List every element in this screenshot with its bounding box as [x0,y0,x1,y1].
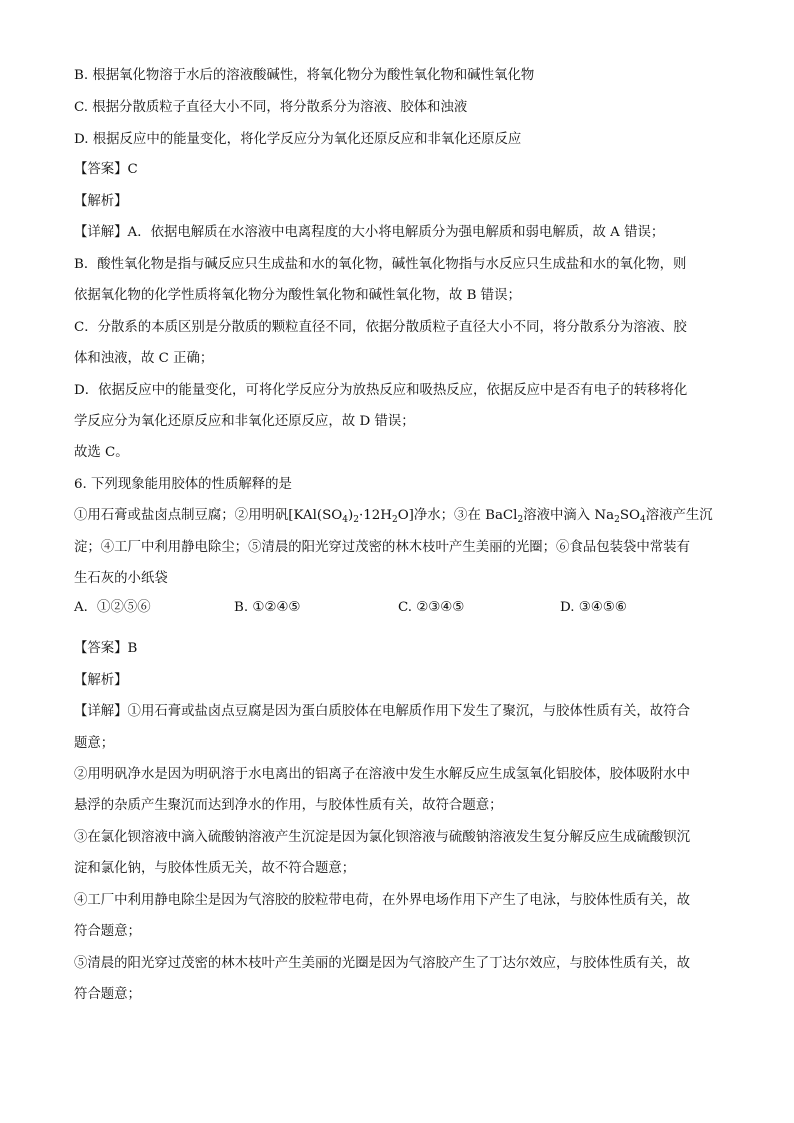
q6-description-line-3: 生石灰的小纸袋 [74,571,168,586]
q5-answer: 【答案】C [74,162,138,177]
q6-detail-line: 符合题意； [74,987,141,1002]
q6-detail-line: 【详解】①用石膏或盐卤点豆腐是因为蛋白质胶体在电解质作用下发生了聚沉，与胶体性质有关，故符合 [74,704,690,719]
q6-detail-line: 悬浮的杂质产生聚沉而达到净水的作用，与胶体性质有关，故符合题意； [74,798,503,813]
q5-detail-line: 故选 C。 [74,445,129,460]
prev-option-b: B. 根据氧化物溶于水后的溶液酸碱性，将氧化物分为酸性氧化物和碱性氧化物 [74,68,535,83]
q5-detail-line: 依据氧化物的化学性质将氧化物分为酸性氧化物和碱性氧化物，故 B 错误； [74,288,521,303]
prev-option-d: D. 根据反应中的能量变化，将化学反应分为氧化还原反应和非氧化还原反应 [74,132,522,147]
q6-option-c: C. ②③④⑤ [398,600,465,615]
q5-detail-line: 学反应分为氧化还原反应和非氧化还原反应，故 D 错误； [74,414,415,429]
q6-option-a: A．①②⑤⑥ [74,600,151,615]
q6-analysis-label: 【解析】 [74,673,128,688]
q6-option-d: D. ③④⑤⑥ [560,600,627,615]
q5-detail-line: C．分散系的本质区别是分散质的颗粒直径不同，依据分散质粒子直径大小不同，将分散系分为溶液、胶 [74,320,687,335]
q6-answer: 【答案】B [74,641,138,656]
q6-detail-line: 题意； [74,736,115,751]
q6-detail-line: ③在氯化钡溶液中滴入硫酸钠溶液产生沉淀是因为氯化钡溶液与硫酸钠溶液发生复分解反应生成硫酸钡沉 [74,830,690,845]
q5-detail-line: 【详解】A．依据电解质在水溶液中电离程度的大小将电解质分为强电解质和弱电解质，故 A 错误； [74,225,665,240]
q6-option-b: B. ①②④⑤ [234,600,301,615]
q6-detail-line: 符合题意； [74,924,141,939]
q6-stem: 6. 下列现象能用胶体的性质解释的是 [74,477,292,492]
q6-detail-line: 淀和氯化钠，与胶体性质无关，故不符合题意； [74,861,356,876]
q6-detail-line: ⑤清晨的阳光穿过茂密的林木枝叶产生美丽的光圈是因为气溶胶产生了丁达尔效应，与胶体性质有关，故 [74,956,690,971]
q5-detail-line: D．依据反应中的能量变化，可将化学反应分为放热反应和吸热反应，依据反应中是否有电子的转移将化 [74,383,688,398]
q5-detail-line: B．酸性氧化物是指与碱反应只生成盐和水的氧化物，碱性氧化物指与水反应只生成盐和水的氧化物，则 [74,257,687,272]
q6-detail-line: ④工厂中利用静电除尘是因为气溶胶的胶粒带电荷，在外界电场作用下产生了电泳，与胶体性质有关，故 [74,893,690,908]
q6-detail-line: ②用明矾净水是因为明矾溶于水电离出的铝离子在溶液中发生水解反应生成氢氧化铝胶体，胶体吸附水中 [74,767,690,782]
q6-description-line-2: 淀；④工厂中利用静电除尘；⑤清晨的阳光穿过茂密的林木枝叶产生美丽的光圈；⑥食品包装袋中常装有 [74,540,690,555]
prev-option-c: C. 根据分散质粒子直径大小不同，将分散系分为溶液、胶体和浊液 [74,100,468,115]
q5-detail-line: 体和浊液，故 C 正确； [74,351,214,366]
q5-analysis-label: 【解析】 [74,194,128,209]
q6-description-line-1: ①用石膏或盐卤点制豆腐；②用明矾$[KAl(SO_4)_2\cdot 12H_2O]$净水；③在 BaCl$_2$溶液中滴入 $Na_2SO_4$溶液产生沉 [74,508,713,525]
